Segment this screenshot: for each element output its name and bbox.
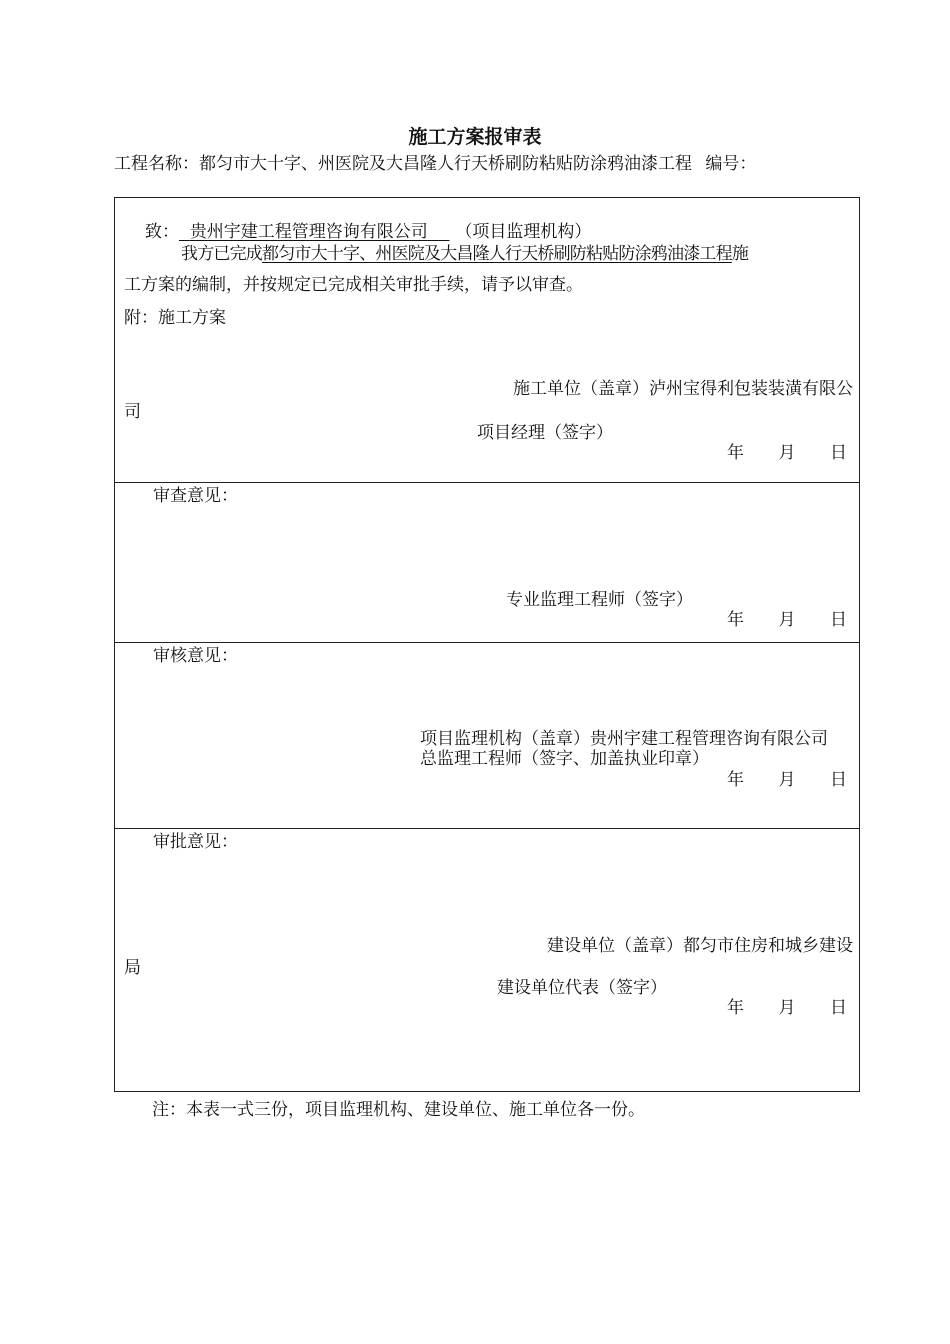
project-name: 都匀市大十字、州医院及大昌隆人行天桥刷防粘贴防涂鸦油漆工程: [199, 154, 692, 174]
statement-line-2: 工方案的编制，并按规定已完成相关审批手续，请予以审查。: [124, 275, 583, 295]
chief-engineer-sign: 总监理工程师（签字、加盖执业印章）: [420, 749, 709, 769]
approval-form-table: [114, 197, 860, 1092]
project-header: [114, 154, 756, 174]
project-manager-sign: 项目经理（签字）: [477, 423, 613, 443]
number-label: 编号：: [705, 154, 757, 174]
page-title: 施工方案报审表: [408, 126, 542, 148]
owner-unit-wrap: 局: [124, 958, 141, 978]
divider: [115, 482, 859, 483]
owner-unit: 建设单位（盖章）都匀市住房和城乡建设: [547, 936, 853, 956]
approval-label: 审批意见：: [153, 832, 238, 852]
audit-label: 审核意见：: [153, 646, 238, 666]
engineer-sign: 专业监理工程师（签字）: [506, 590, 693, 610]
sign-date: 年 月 日: [727, 770, 847, 790]
sign-date: 年 月 日: [727, 443, 847, 463]
review-label: 审查意见：: [153, 486, 238, 506]
project-label: 工程名称：: [114, 154, 199, 174]
sign-date: 年 月 日: [727, 998, 847, 1018]
to-org-suffix: （项目监理机构）: [455, 222, 592, 242]
statement-project-name: 都匀市大十字、州医院及大昌隆人行天桥刷防粘贴防涂鸦油漆工程: [262, 244, 732, 264]
sign-date: 年 月 日: [727, 610, 847, 630]
statement-line-1: 我方已完成都匀市大十字、州医院及大昌隆人行天桥刷防粘贴防涂鸦油漆工程施: [181, 244, 749, 264]
footer-note: 注：本表一式三份，项目监理机构、建设单位、施工单位各一份。: [152, 1100, 645, 1120]
divider: [115, 642, 859, 643]
to-line: [145, 222, 591, 242]
divider: [115, 828, 859, 829]
to-label: 致：: [145, 222, 179, 242]
owner-rep-sign: 建设单位代表（签字）: [497, 978, 667, 998]
contractor-unit: 施工单位（盖章）泸州宝得利包装装潢有限公: [513, 379, 853, 399]
attachment-line: 附：施工方案: [124, 308, 226, 328]
contractor-unit-wrap: 司: [124, 402, 141, 422]
to-org: 贵州宇建工程管理咨询有限公司: [189, 222, 428, 242]
supervision-org: 项目监理机构（盖章）贵州宇建工程管理咨询有限公司: [420, 729, 828, 749]
